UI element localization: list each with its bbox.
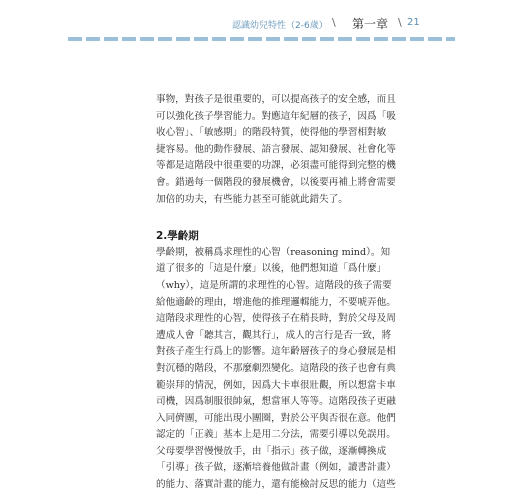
paragraph-gap <box>156 208 392 228</box>
paragraph <box>156 245 396 494</box>
paragraph <box>156 92 396 208</box>
text-line: 「引導」孩子做，逐漸培養他做計畫（例如，讀書計畫） <box>156 462 396 474</box>
text-line: 學齡期，被稱爲求理性的心智（reasoning mind）。知 <box>156 246 391 258</box>
text-line: 會。錯過每一個階段的發展機會，以後要再補上將會需要 <box>156 176 396 188</box>
text-line: 司機，因爲制服很帥氣，想當軍人等等。這階段孩子更融 <box>156 396 396 408</box>
text-line: 捷容易。他的動作發展、語言發展、認知發展、社會化等 <box>156 143 396 155</box>
text-line: 可以強化孩子學習能力。對應這年紀層的孩子，因爲「吸 <box>156 110 396 122</box>
text-line: 入同儕團，可能出現小團圈，對於公平與否很在意。他們 <box>156 412 396 424</box>
book-title: 認識幼兒特性（2-6歲） <box>232 21 328 31</box>
text-line: 對沉穩的階段，不那麼劇烈變化。這階段的孩子也會有典 <box>156 362 396 374</box>
text-line: 的能力、落實計畫的能力，還有能檢討反思的能力（這些 <box>156 479 396 491</box>
section-heading: 2.學齡期 <box>156 230 199 243</box>
running-header <box>0 14 520 34</box>
page-number: 21 <box>407 17 420 28</box>
text-line: 事物，對孩子是很重要的，可以提高孩子的安全感，而且 <box>156 94 396 105</box>
text-line: 對孩子產生行爲上的影響。這年齡層孩子的身心發展是相 <box>156 346 396 358</box>
text-line: 父母要學習慢慢放手，由「指示」孩子做，逐漸轉換成 <box>156 445 387 457</box>
header-separator: \ <box>398 16 402 29</box>
header-separator: \ <box>332 16 336 29</box>
text-line: 等都是這階段中很重要的功課，必須盡可能得到完整的機 <box>156 160 396 172</box>
text-line: 收心智」、「敏感期」的階段特質，使得他的學習相對敏 <box>156 127 387 139</box>
text-line: 遭成人會「聽其言，觀其行」，成人的言行是否一致，將 <box>156 329 392 341</box>
text-line: 道了很多的「這是什麼」以後，他們想知道「爲什麼」 <box>156 263 387 275</box>
chapter-label: 第一章 <box>352 17 389 31</box>
text-line: 加倍的功夫，有些能力甚至可能就此錯失了。 <box>156 193 348 205</box>
text-line: 這階段求理性的心智，使得孩子在稍長時，對於父母及周 <box>156 313 396 325</box>
text-line: 範崇拜的情況，例如，因爲大卡車很壯觀，所以想當卡車 <box>156 379 396 391</box>
page-body <box>156 92 396 494</box>
decorative-dashed-rule <box>68 37 455 41</box>
text-line: 認定的「正義」基本上是用二分法，需要引導以免誤用。 <box>156 429 396 441</box>
text-line: 給他適齡的理由，增進他的推理邏輯能力，不要唬弄他。 <box>156 296 396 308</box>
text-line: （why），這是所謂的求理性的心智。這階段的孩子需要 <box>156 279 392 291</box>
